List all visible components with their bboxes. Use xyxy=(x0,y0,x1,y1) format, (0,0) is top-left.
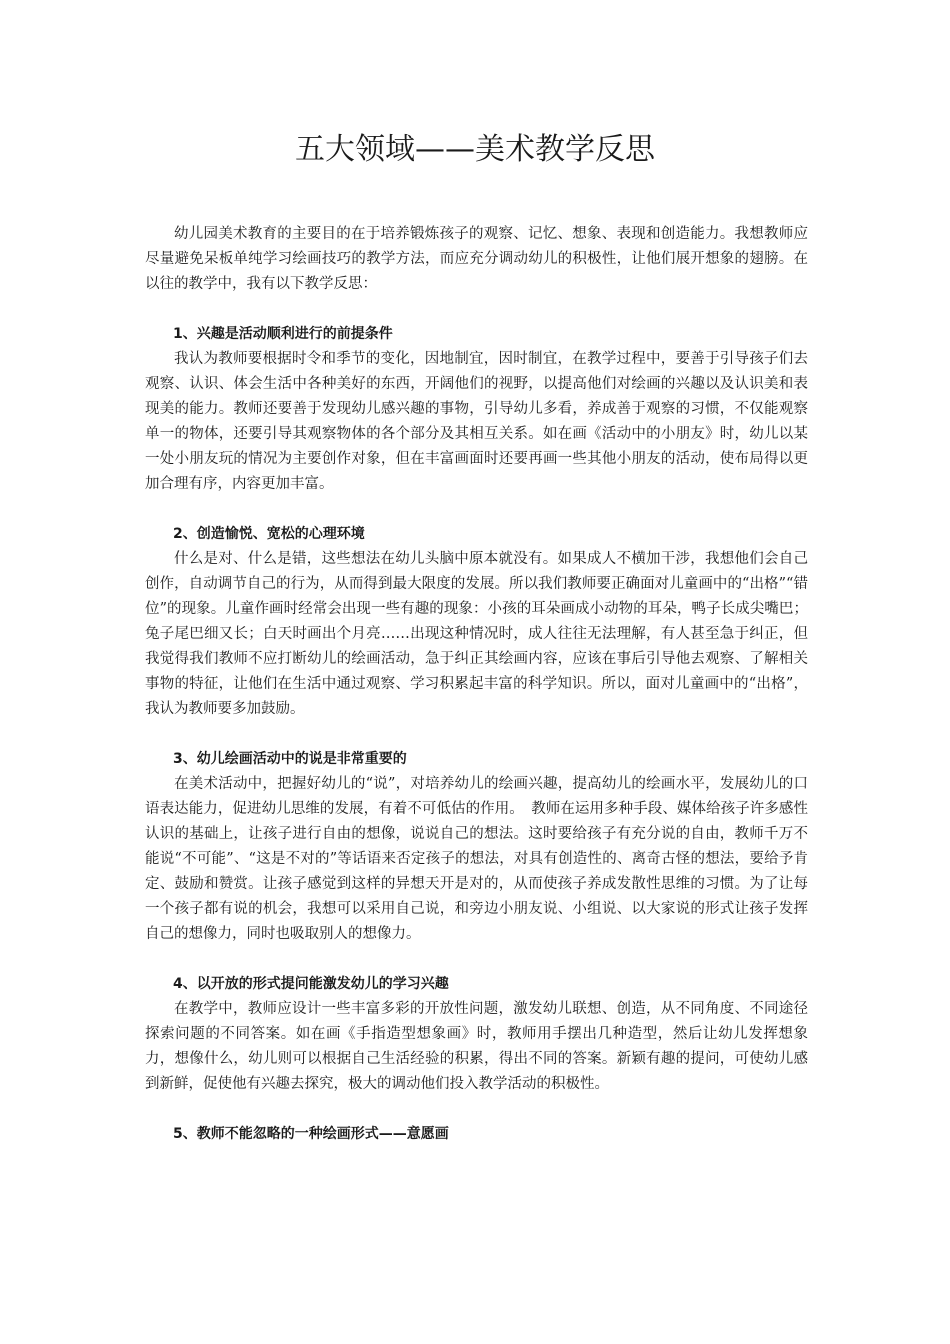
section-heading-5: 5、教师不能忽略的一种绘画形式——意愿画 xyxy=(173,1126,449,1142)
section-heading-4: 4、以开放的形式提问能激发幼儿的学习兴趣 xyxy=(173,976,449,992)
section-paragraph-4: 在教学中，教师应设计一些丰富多彩的开放性问题，激发幼儿联想、创造，从不同角度、不同途径探索问题的不同答案。如在画《手指造型想象画》时，教师用手摆出几种造型，然后让幼儿发挥想象力，想像什么，幼儿则可以根据自己生活经验的积累，得出不同的答案。新颖有趣的提问，可使幼儿感到新鲜，促使他有兴趣去探究，极大的调动他们投入教学活动的积极性。 xyxy=(145,1001,808,1092)
document-body xyxy=(145,222,808,1147)
section-paragraph-1: 我认为教师要根据时令和季节的变化，因地制宜，因时制宜，在教学过程中，要善于引导孩子们去观察、认识、体会生活中各种美好的东西，开阔他们的视野，以提高他们对绘画的兴趣以及认识美和表现美的能力。教师还要善于发现幼儿感兴趣的事物，引导幼儿多看，养成善于观察的习惯，不仅能观察单一的物体，还要引导其观察物体的各个部分及其相互关系。如在画《活动中的小朋友》时，幼儿以某一处小朋友玩的情况为主要创作对象，但在丰富画面时还要再画一些其他小朋友的活动，使布局得以更加合理有序，内容更加丰富。 xyxy=(145,351,808,492)
section-paragraph-3: 在美术活动中，把握好幼儿的“说”，对培养幼儿的绘画兴趣，提高幼儿的绘画水平，发展幼儿的口语表达能力，促进幼儿思维的发展，有着不可低估的作用。 教师在运用多种手段、媒体给孩子许多感性认识的基础上，让孩子进行自由的想像，说说自己的想法。这时要给孩子有充分说的自由，教师千万不能说“不可能”、“这是不对的”等话语来否定孩子的想法，对具有创造性的、离奇古怪的想法，要给予肯定、鼓励和赞赏。让孩子感觉到这样的异想天开是对的，从而使孩子养成发散性思维的习惯。为了让每一个孩子都有说的机会，我想可以采用自己说，和旁边小朋友说、小组说、以大家说的形式让孩子发挥自己的想像力，同时也吸取别人的想像力。 xyxy=(145,776,808,942)
section-heading-2: 2、创造愉悦、宽松的心理环境 xyxy=(173,526,365,542)
section-paragraph-2: 什么是对、什么是错，这些想法在幼儿头脑中原本就没有。如果成人不横加干涉，我想他们会自己创作，自动调节自己的行为，从而得到最大限度的发展。所以我们教师要正确面对儿童画中的“出格”“错位”的现象。儿童作画时经常会出现一些有趣的现象：小孩的耳朵画成小动物的耳朵，鸭子长成尖嘴巴；兔子尾巴细又长；白天时画出个月亮……出现这种情况时，成人往往无法理解，有人甚至急于纠正，但我觉得我们教师不应打断幼儿的绘画活动，急于纠正其绘画内容，应该在事后引导他去观察、了解相关事物的特征，让他们在生活中通过观察、学习积累起丰富的科学知识。所以，面对儿童画中的“出格”，我认为教师要多加鼓励。 xyxy=(145,551,808,717)
section-heading-1: 1、兴趣是活动顺利进行的前提条件 xyxy=(173,326,393,342)
section-heading-3: 3、幼儿绘画活动中的说是非常重要的 xyxy=(173,751,407,767)
document-title: 五大领域——美术教学反思 xyxy=(295,132,655,167)
intro-paragraph: 幼儿园美术教育的主要目的在于培养锻炼孩子的观察、记忆、想象、表现和创造能力。我想教师应尽量避免呆板单纯学习绘画技巧的教学方法，而应充分调动幼儿的积极性，让他们展开想象的翅膀。在以往的教学中，我有以下教学反思： xyxy=(145,226,808,292)
